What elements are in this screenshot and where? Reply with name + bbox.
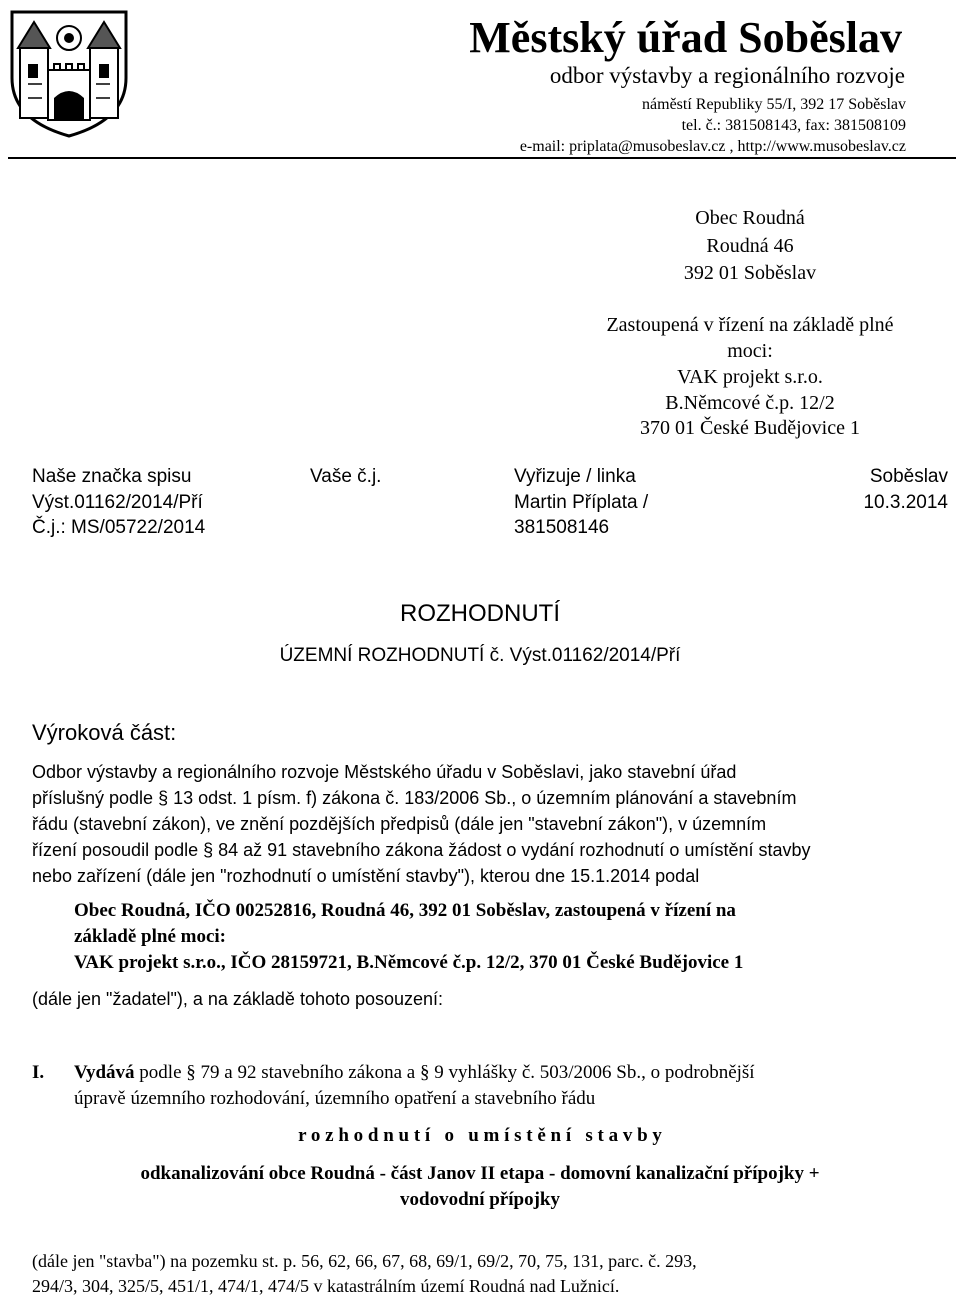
handler-label: Vyřizuje / linka — [514, 466, 636, 487]
document-date: 10.3.2014 — [863, 492, 948, 513]
paragraph-line: řízení posoudil podle § 84 až 91 stavebního zákona žádost o vydání rozhodnutí o umístění stavby — [32, 840, 811, 860]
department-name: odbor výstavby a regionálního rozvoje — [549, 63, 905, 88]
item-verb: Vydává — [74, 1062, 135, 1083]
office-phone: tel. č.: 381508143, fax: 381508109 — [681, 117, 906, 134]
handler-phone: 381508146 — [514, 517, 610, 538]
spaced-decision-title: r o z h o d n u t í o u m í s t ě n í s t a v b y — [298, 1125, 662, 1146]
applicant-line: Obec Roudná, IČO 00252816, Roudná 46, 392 01 Soběslav, zastoupená v řízení na — [74, 900, 736, 921]
case-number: Č.j.: MS/05722/2014 — [32, 517, 206, 538]
decision-subtitle: ÚZEMNÍ ROZHODNUTÍ č. Výst.01162/2014/Pří — [279, 645, 681, 666]
representation-line-2: moci: — [727, 340, 773, 362]
project-name-line-2: vodovodní přípojky — [400, 1189, 560, 1210]
applicant-line: VAK projekt s.r.o., IČO 28159721, B.Němcové č.p. 12/2, 370 01 České Budějovice 1 — [74, 952, 744, 973]
paragraph-line: Odbor výstavby a regionálního rozvoje Městského úřadu v Soběslavi, jako stavební úřad — [32, 762, 737, 782]
section-heading: Výroková část: — [32, 720, 177, 745]
our-ref-label: Naše značka spisu — [32, 466, 192, 487]
handler-name: Martin Příplata / — [514, 492, 649, 513]
parcel-line: 294/3, 304, 325/5, 451/1, 474/1, 474/5 v katastrálním území Roudná nad Lužnicí. — [32, 1276, 620, 1296]
item-text-line-2: úpravě územního rozhodování, územního opatření a stavebního řádu — [74, 1088, 596, 1109]
applicant-line: základě plné moci: — [74, 926, 226, 947]
representation-line-1: Zastoupená v řízení na základě plné — [606, 314, 894, 336]
city-coat-of-arms-icon — [8, 8, 130, 140]
ref-number: Výst.01162/2014/Pří — [32, 492, 203, 513]
decision-title: ROZHODNUTÍ — [400, 600, 560, 627]
office-address: náměstí Republiky 55/I, 392 17 Soběslav — [642, 96, 906, 113]
office-title: Městský úřad Soběslav — [469, 13, 902, 62]
recipient-name: Obec Roudná — [695, 207, 805, 229]
recipient-street: Roudná 46 — [706, 235, 794, 257]
item-statement — [74, 1062, 755, 1084]
recipient-city: 392 01 Soběslav — [683, 262, 817, 284]
paragraph-line: nebo zařízení (dále jen "rozhodnutí o umístění stavby"), kterou dne 15.1.2014 podal — [32, 866, 700, 886]
parcel-line: (dále jen "stavba") na pozemku st. p. 56, 62, 66, 67, 68, 69/1, 69/2, 70, 75, 131, parc. č. 293, — [32, 1251, 697, 1271]
header-divider — [8, 157, 956, 159]
item-text: podle § 79 a 92 stavebního zákona a § 9 vyhlášky č. 503/2006 Sb., o podrobnější — [134, 1062, 755, 1083]
item-number: I. — [32, 1062, 45, 1083]
representative-street: B.Němcové č.p. 12/2 — [665, 392, 835, 414]
representative-city: 370 01 České Budějovice 1 — [640, 417, 860, 439]
applicant-note: (dále jen "žadatel"), a na základě tohoto posouzení: — [32, 989, 444, 1009]
representative-company: VAK projekt s.r.o. — [677, 366, 823, 388]
place-label: Soběslav — [869, 466, 948, 487]
project-name-line-1: odkanalizování obce Roudná - část Janov II etapa - domovní kanalizační přípojky + — [140, 1163, 820, 1184]
paragraph-line: příslušný podle § 13 odst. 1 písm. f) zákona č. 183/2006 Sb., o územním plánování a stavebním — [32, 788, 797, 808]
office-contact-links[interactable]: e-mail: priplata@musobeslav.cz , http://www.musobeslav.cz — [519, 138, 906, 155]
paragraph-line: řádu (stavební zákon), ve znění pozdějších předpisů (dále jen "stavební zákon"), v územním — [32, 814, 767, 834]
your-ref-label: Vaše č.j. — [310, 466, 382, 487]
